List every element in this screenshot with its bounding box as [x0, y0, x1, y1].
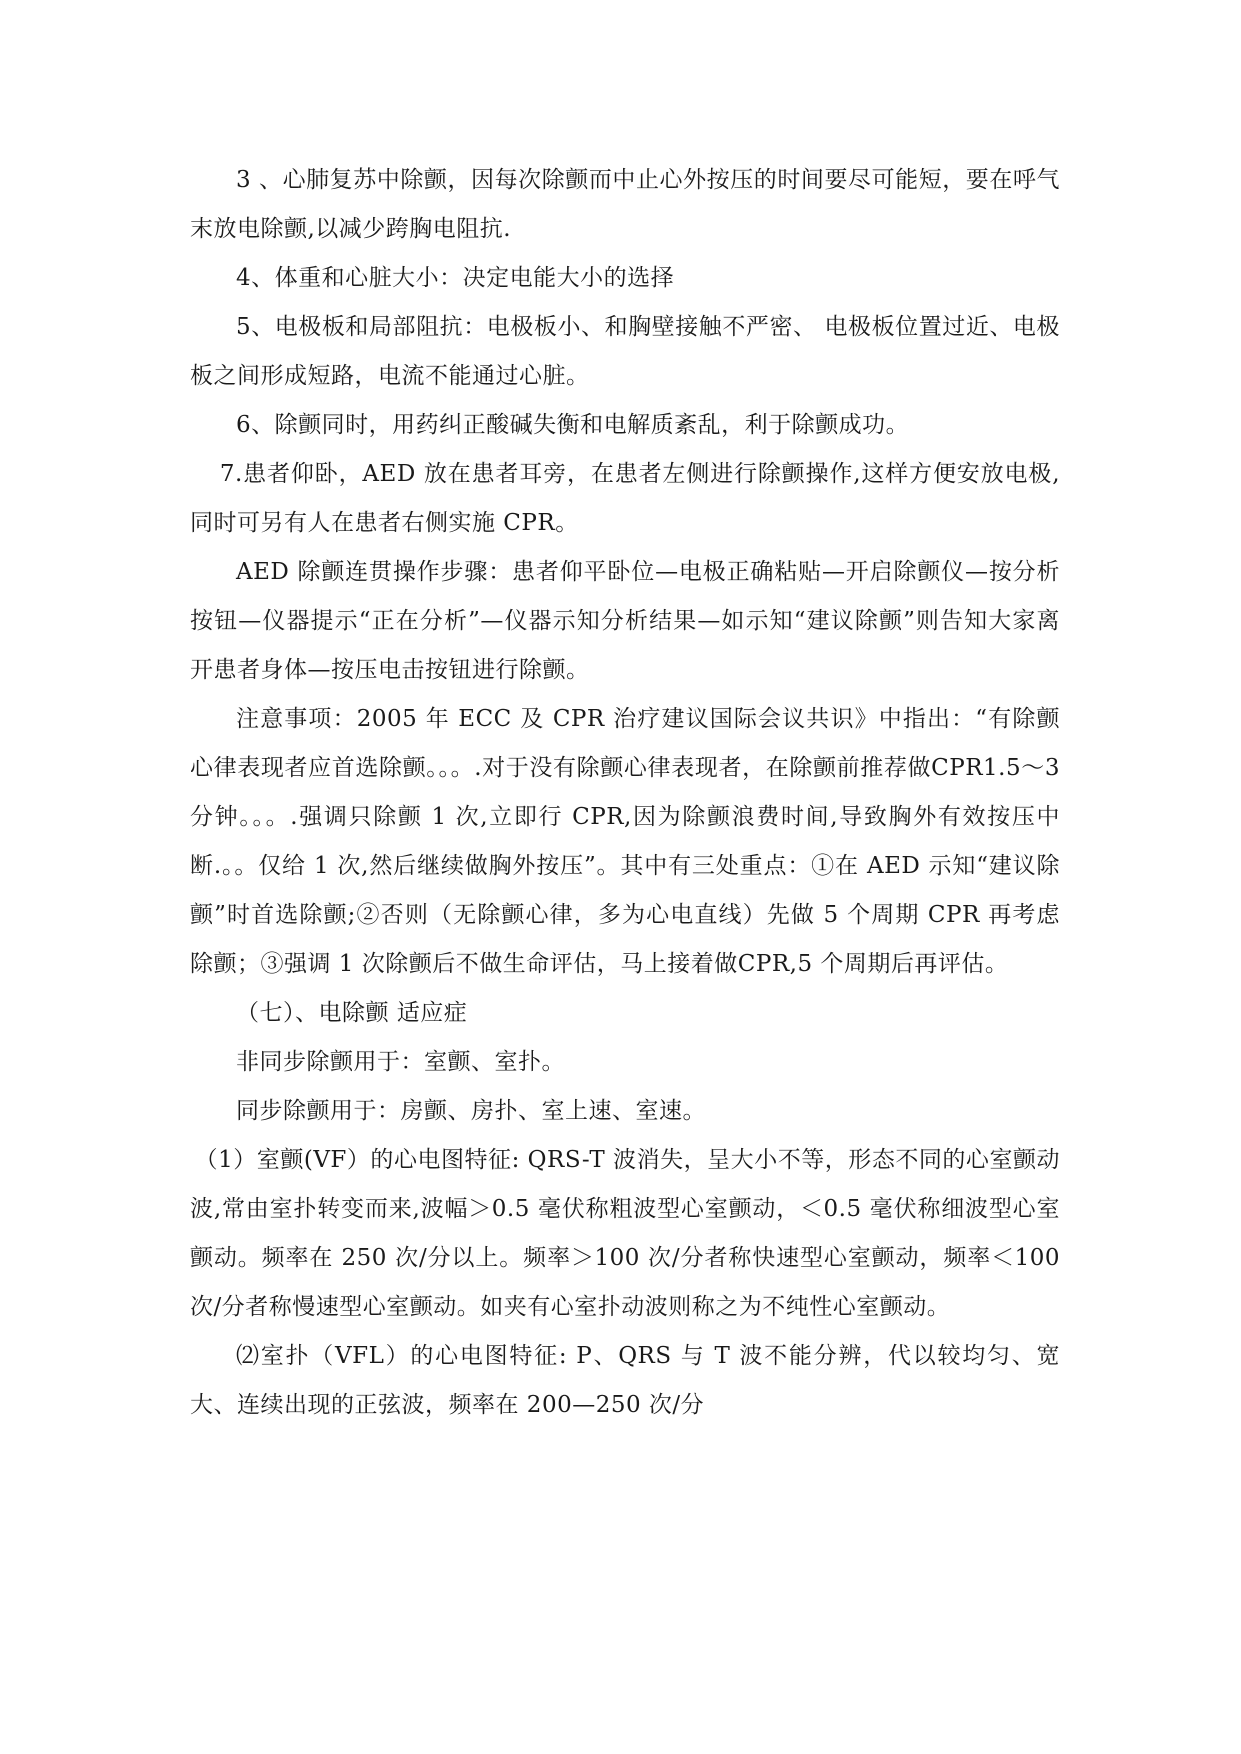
paragraph-sync-defib: 同步除颤用于：房颤、房扑、室上速、室速。	[236, 1098, 706, 1124]
paragraph-item-3: 3 、心肺复苏中除颤，因每次除颤而中止心外按压的时间要尽可能短，要在呼气末放电除颤,以减少跨胸电阻抗.	[190, 167, 1060, 242]
paragraph-vfl-ecg: ⑵室扑（VFL）的心电图特征: P、QRS 与 T 波不能分辨，代以较均匀、宽大、连续出现的正弦波，频率在 200—250 次/分	[190, 1343, 1060, 1418]
paragraph-async-defib: 非同步除颤用于：室颤、室扑。	[236, 1049, 565, 1075]
paragraph-item-4: 4、体重和心脏大小：决定电能大小的选择	[236, 265, 675, 291]
paragraph-vf-ecg: （1）室颤(VF）的心电图特征: QRS-T 波消失，呈大小不等，形态不同的心室颤动波,常由室扑转变而来,波幅＞0.5 毫伏称粗波型心室颤动，＜0.5 毫伏称细波型心室颤动。频率在 250 次/分以上。频率＞100 次/分者称快速型心室颤动，频率＜100 次/分者称慢速型心室颤动。如夹有心室扑动波则称之为不纯性心室颤动。	[190, 1147, 1060, 1320]
paragraph-item-7: 7.患者仰卧，AED 放在患者耳旁，在患者左侧进行除颤操作,这样方便安放电极,同时可另有人在患者右侧实施 CPR。	[190, 461, 1060, 536]
paragraph-item-5: 5、电极板和局部阻抗：电极板小、和胸壁接触不严密、 电极板位置过近、电极板之间形成短路，电流不能通过心脏。	[190, 314, 1060, 389]
paragraph-aed-steps: AED 除颤连贯操作步骤：患者仰平卧位—电极正确粘贴—开启除颤仪—按分析按钮—仪器提示“正在分析”—仪器示知分析结果—如示知“建议除颤”则告知大家离开患者身体—按压电击按钮进行除颤。	[190, 559, 1060, 683]
document-body	[190, 156, 1060, 1430]
paragraph-item-6: 6、除颤同时，用药纠正酸碱失衡和电解质紊乱，利于除颤成功。	[236, 412, 910, 438]
paragraph-precautions: 注意事项：2005 年 ECC 及 CPR 治疗建议国际会议共识》中指出：“有除颤心律表现者应首选除颤。。。.对于没有除颤心律表现者，在除颤前推荐做CPR1.5～3 分钟。。。.强调只除颤 1 次,立即行 CPR,因为除颤浪费时间,导致胸外有效按压中断.。。仅给 1 次,然后继续做胸外按压”。其中有三处重点：①在 AED 示知“建议除颤”时首选除颤;②否则（无除颤心律，多为心电直线）先做 5 个周期 CPR 再考虑除颤；③强调 1 次除颤后不做生命评估，马上接着做CPR,5 个周期后再评估。	[190, 706, 1060, 977]
section-heading-indications: （七）、电除颤 适应症	[236, 1000, 468, 1026]
